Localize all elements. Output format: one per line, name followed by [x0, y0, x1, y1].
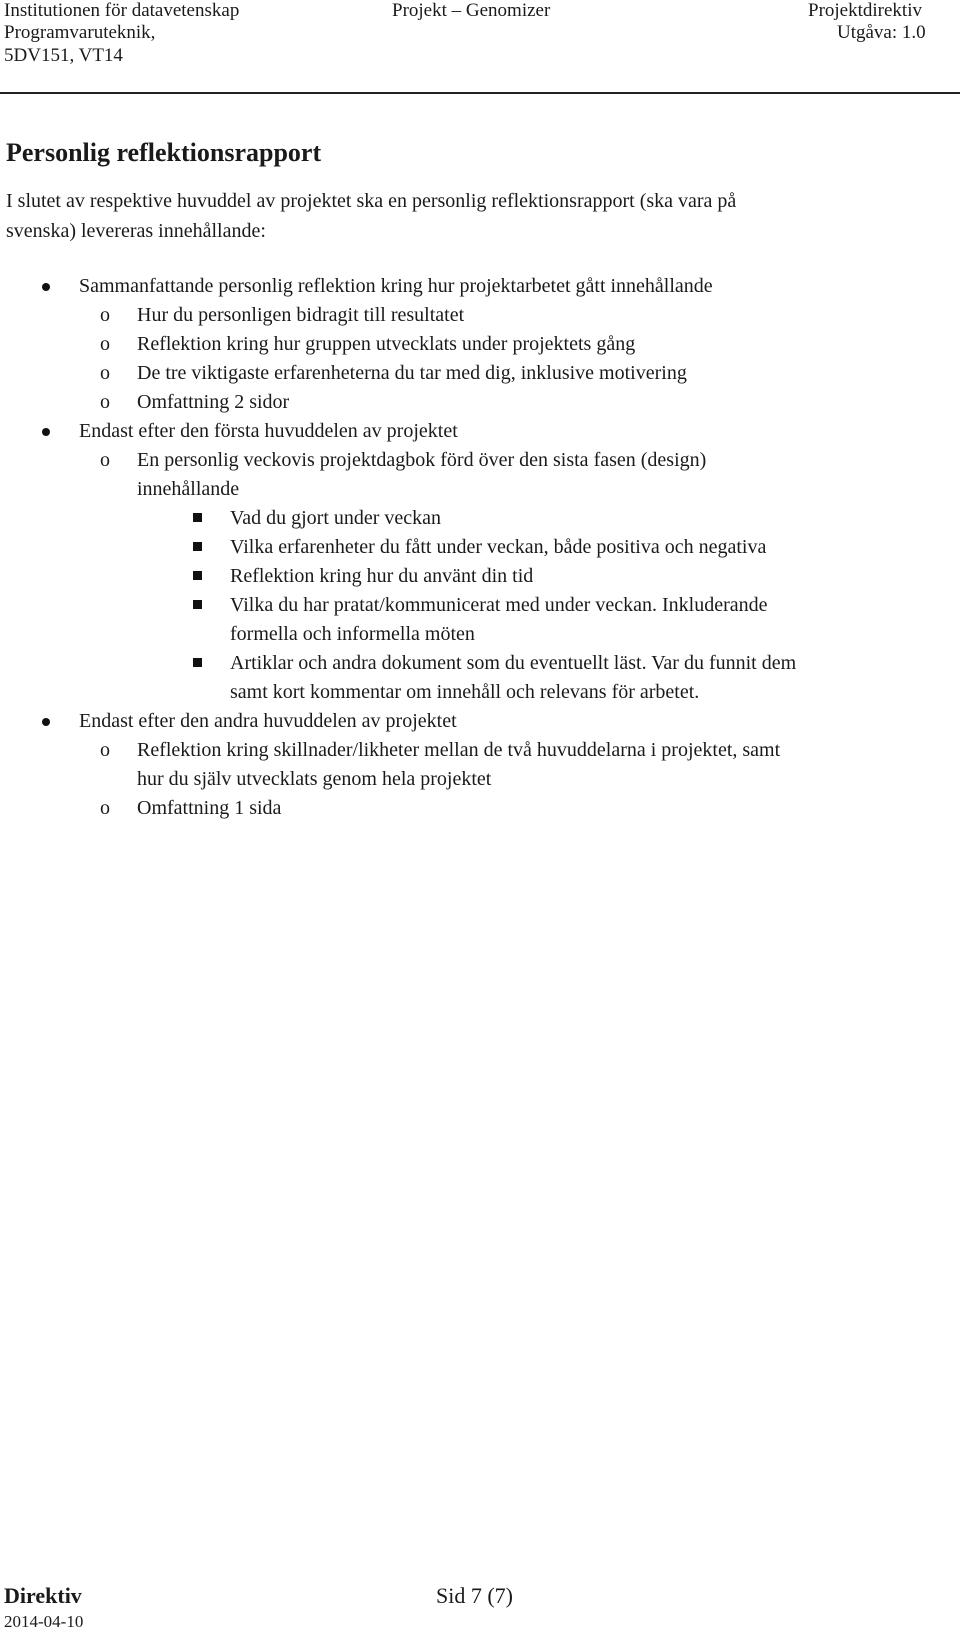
list-item-text: Endast efter den första huvuddelen av projektet — [79, 420, 458, 442]
sub-sub-list-item-text: formella och informella möten — [230, 623, 475, 645]
sub-sub-list-item-text: Vilka du har pratat/kommunicerat med under veckan. Inkluderande — [230, 594, 768, 616]
sub-sub-list-item — [0, 649, 960, 707]
circle-bullet-icon: o — [100, 797, 110, 819]
sub-list-item-text: De tre viktigaste erfarenheterna du tar med dig, inklusive motivering — [137, 362, 687, 384]
sub-sub-list-item-text: Reflektion kring hur du använt din tid — [230, 565, 534, 587]
square-bullet-icon — [193, 542, 202, 551]
square-bullet-icon — [193, 658, 202, 667]
bullet-icon — [42, 428, 50, 436]
section-title: Personlig reflektionsrapport — [6, 138, 322, 167]
sub-list-item-text: Reflektion kring skillnader/likheter mellan de två huvuddelarna i projektet, samt — [137, 739, 781, 761]
sub-list-item-text: Omfattning 2 sidor — [137, 391, 290, 413]
sub-sub-list-item-text: Vad du gjort under veckan — [230, 507, 442, 529]
sub-list-item-text: innehållande — [137, 478, 240, 500]
circle-bullet-icon: o — [100, 391, 110, 413]
sub-list-item — [0, 736, 960, 794]
list-item-text: Sammanfattande personlig reflektion kring hur projektarbetet gått innehållande — [79, 275, 713, 297]
circle-bullet-icon: o — [100, 449, 110, 471]
header-project: Projekt – Genomizer — [392, 0, 551, 21]
sub-sub-list-item — [0, 504, 960, 533]
circle-bullet-icon: o — [100, 304, 110, 326]
sub-list-item — [0, 330, 960, 359]
list-item — [0, 417, 960, 446]
sub-sub-list-item — [0, 591, 960, 649]
footer-page-number: Sid 7 (7) — [436, 1583, 513, 1608]
bullet-icon — [42, 283, 50, 291]
sub-list-item-text: Hur du personligen bidragit till resultatet — [137, 304, 465, 326]
sub-list-item — [0, 388, 960, 417]
sub-list-item-text: En personlig veckovis projektdagbok förd över den sista fasen (design) — [137, 449, 707, 471]
list-item — [0, 707, 960, 736]
sub-sub-list-item-text: Vilka erfarenheter du fått under veckan, både positiva och negativa — [230, 536, 767, 558]
sub-list-item-text: hur du själv utvecklats genom hela projektet — [137, 768, 492, 790]
footer-doc-title: Direktiv — [4, 1583, 82, 1608]
sub-sub-list-item-text: Artiklar och andra dokument som du eventuellt läst. Var du funnit dem — [230, 652, 797, 674]
sub-list-item — [0, 359, 960, 388]
section-intro — [6, 186, 936, 246]
sub-list-item-text: Omfattning 1 sida — [137, 797, 282, 819]
list-item — [0, 272, 960, 301]
list-item-text: Endast efter den andra huvuddelen av projektet — [79, 710, 457, 732]
requirements-list — [0, 272, 960, 823]
header-divider — [0, 92, 960, 94]
sub-sub-list-item — [0, 562, 960, 591]
intro-line: I slutet av respektive huvuddel av projektet ska en personlig reflektionsrapport (ska vara på — [6, 190, 737, 212]
intro-line: svenska) levereras innehållande: — [6, 220, 266, 242]
sub-list-item — [0, 301, 960, 330]
sub-sub-list-item-text: samt kort kommentar om innehåll och relevans för arbetet. — [230, 681, 700, 703]
header-institution: Institutionen för datavetenskap — [4, 0, 240, 21]
header-version: Utgåva: 1.0 — [837, 22, 926, 43]
square-bullet-icon — [193, 571, 202, 580]
circle-bullet-icon: o — [100, 362, 110, 384]
square-bullet-icon — [193, 600, 202, 609]
header-doc-type: Projektdirektiv — [808, 0, 922, 21]
sub-list-item — [0, 446, 960, 504]
footer-date: 2014-04-10 — [4, 1612, 84, 1631]
square-bullet-icon — [193, 513, 202, 522]
circle-bullet-icon: o — [100, 333, 110, 355]
sub-list-item-text: Reflektion kring hur gruppen utvecklats under projektets gång — [137, 333, 636, 355]
sub-list-item — [0, 794, 960, 823]
bullet-icon — [42, 718, 50, 726]
header-program: Programvaruteknik, — [4, 22, 156, 43]
header-course: 5DV151, VT14 — [4, 45, 123, 66]
sub-sub-list-item — [0, 533, 960, 562]
circle-bullet-icon: o — [100, 739, 110, 761]
